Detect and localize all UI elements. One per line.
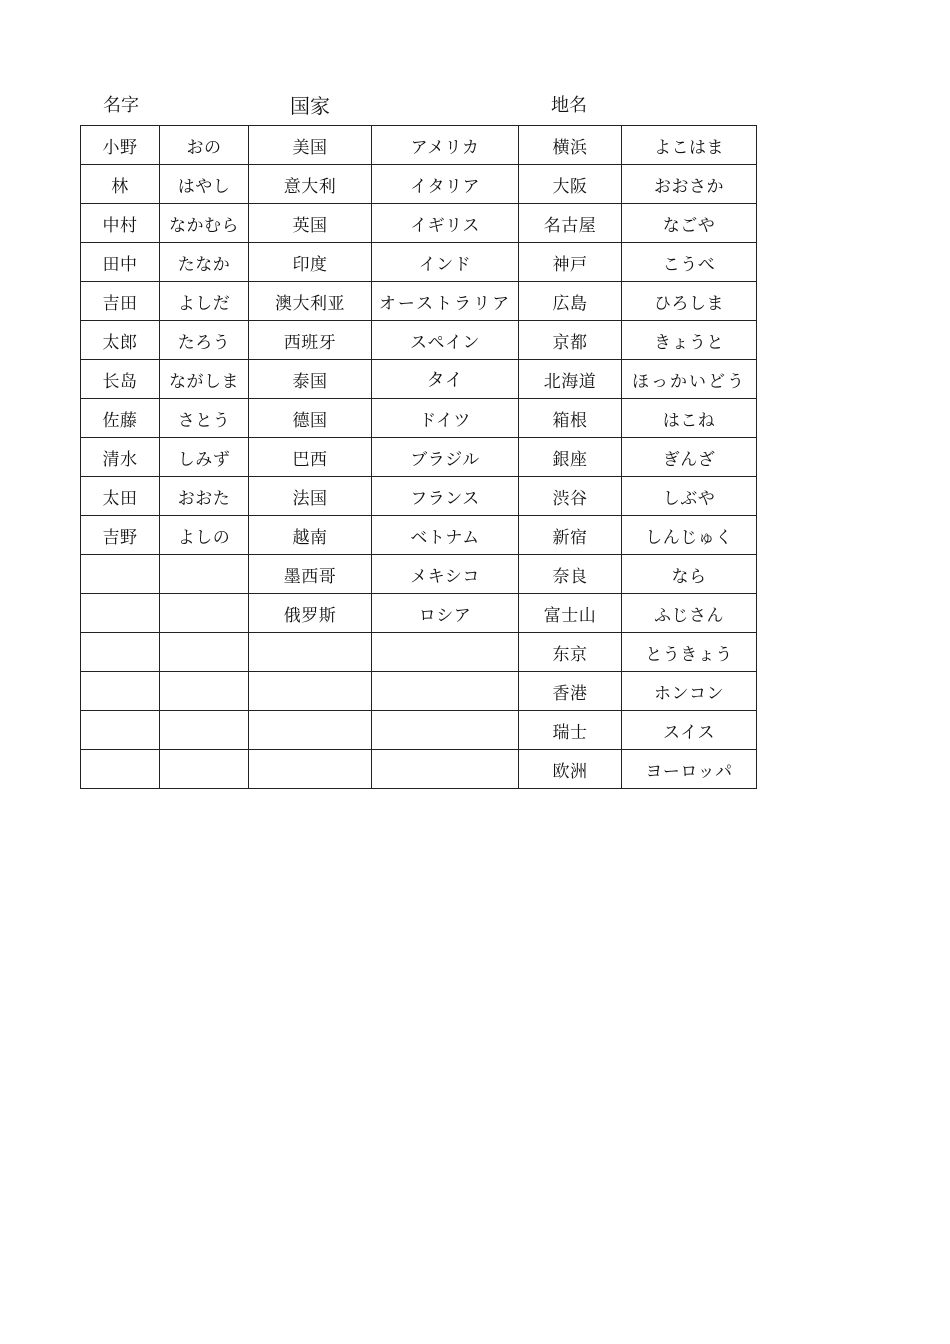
cell-place-kana[interactable]: ぎんざ (622, 438, 757, 477)
table-row (81, 243, 757, 282)
cell-country[interactable]: 泰国 (249, 360, 372, 399)
table-row (81, 633, 757, 672)
cell-name-kana[interactable] (160, 594, 249, 633)
vocabulary-table (80, 125, 757, 789)
cell-country-kana[interactable]: スペイン (372, 321, 519, 360)
cell-country-kana[interactable]: インド (372, 243, 519, 282)
cell-name-kana[interactable] (160, 633, 249, 672)
cell-country-kana[interactable]: イギリス (372, 204, 519, 243)
table-row (81, 438, 757, 477)
cell-place-kana[interactable]: なごや (622, 204, 757, 243)
cell-place[interactable]: 銀座 (519, 438, 622, 477)
cell-name[interactable]: 林 (81, 165, 160, 204)
cell-country-kana[interactable]: メキシコ (372, 555, 519, 594)
cell-name-kana[interactable]: さとう (160, 399, 249, 438)
table-row (81, 555, 757, 594)
cell-country[interactable]: 意大利 (249, 165, 372, 204)
cell-name[interactable]: 田中 (81, 243, 160, 282)
cell-name-kana[interactable] (160, 750, 249, 789)
header-names: 名字 (103, 95, 139, 116)
cell-country[interactable] (249, 711, 372, 750)
cell-name-kana[interactable]: おおた (160, 477, 249, 516)
cell-place-kana[interactable]: こうべ (622, 243, 757, 282)
table-row (81, 282, 757, 321)
cell-country[interactable] (249, 633, 372, 672)
table-row (81, 204, 757, 243)
cell-country-kana[interactable]: フランス (372, 477, 519, 516)
cell-name-kana[interactable]: よしだ (160, 282, 249, 321)
cell-country[interactable] (249, 750, 372, 789)
cell-name[interactable]: 中村 (81, 204, 160, 243)
cell-country[interactable]: 德国 (249, 399, 372, 438)
cell-country[interactable]: 西班牙 (249, 321, 372, 360)
cell-place[interactable]: 北海道 (519, 360, 622, 399)
table-row (81, 750, 757, 789)
table-row (81, 477, 757, 516)
cell-country-kana[interactable]: タイ (372, 360, 519, 399)
cell-place[interactable]: 広島 (519, 282, 622, 321)
cell-name-kana[interactable]: なかむら (160, 204, 249, 243)
cell-place-kana[interactable]: ヨーロッパ (622, 750, 757, 789)
cell-place[interactable]: 渋谷 (519, 477, 622, 516)
cell-place-kana[interactable]: ほっかいどう (622, 360, 757, 399)
cell-name-kana[interactable]: たろう (160, 321, 249, 360)
cell-country-kana[interactable] (372, 633, 519, 672)
table-row (81, 672, 757, 711)
cell-place[interactable]: 大阪 (519, 165, 622, 204)
header-countries: 国家 (290, 94, 330, 118)
cell-country-kana[interactable]: ドイツ (372, 399, 519, 438)
cell-place-kana[interactable]: しぶや (622, 477, 757, 516)
cell-country[interactable]: 巴西 (249, 438, 372, 477)
cell-place-kana[interactable]: きょうと (622, 321, 757, 360)
cell-name-kana[interactable]: たなか (160, 243, 249, 282)
cell-country-kana[interactable] (372, 750, 519, 789)
cell-country[interactable]: 俄罗斯 (249, 594, 372, 633)
cell-name-kana[interactable]: ながしま (160, 360, 249, 399)
cell-name[interactable]: 小野 (81, 126, 160, 165)
cell-place-kana[interactable]: スイス (622, 711, 757, 750)
vocabulary-table-body (81, 126, 757, 789)
cell-place[interactable]: 箱根 (519, 399, 622, 438)
header-places: 地名 (551, 95, 587, 116)
table-row (81, 399, 757, 438)
cell-place[interactable]: 富士山 (519, 594, 622, 633)
cell-name[interactable] (81, 750, 160, 789)
cell-place[interactable]: 新宿 (519, 516, 622, 555)
cell-place-kana[interactable]: はこね (622, 399, 757, 438)
cell-place[interactable]: 欧洲 (519, 750, 622, 789)
cell-country-kana[interactable]: イタリア (372, 165, 519, 204)
cell-country[interactable]: 法国 (249, 477, 372, 516)
table-row (81, 711, 757, 750)
table-row (81, 165, 757, 204)
cell-country-kana[interactable]: ブラジル (372, 438, 519, 477)
cell-place-kana[interactable]: ふじさん (622, 594, 757, 633)
cell-place-kana[interactable]: とうきょう (622, 633, 757, 672)
cell-name[interactable]: 清水 (81, 438, 160, 477)
cell-place[interactable]: 神戸 (519, 243, 622, 282)
cell-name[interactable] (81, 555, 160, 594)
cell-place-kana[interactable]: ホンコン (622, 672, 757, 711)
cell-country-kana[interactable]: オーストラリア (372, 282, 519, 321)
cell-name[interactable]: 吉野 (81, 516, 160, 555)
cell-country[interactable]: 美国 (249, 126, 372, 165)
cell-name[interactable] (81, 594, 160, 633)
cell-country[interactable]: 印度 (249, 243, 372, 282)
cell-place[interactable]: 横浜 (519, 126, 622, 165)
cell-country-kana[interactable]: ロシア (372, 594, 519, 633)
cell-country[interactable]: 越南 (249, 516, 372, 555)
cell-place-kana[interactable]: ひろしま (622, 282, 757, 321)
cell-name[interactable]: 太郎 (81, 321, 160, 360)
cell-name[interactable]: 佐藤 (81, 399, 160, 438)
cell-place-kana[interactable]: よこはま (622, 126, 757, 165)
cell-place[interactable]: 奈良 (519, 555, 622, 594)
cell-name-kana[interactable]: よしの (160, 516, 249, 555)
table-row (81, 321, 757, 360)
cell-name-kana[interactable]: しみず (160, 438, 249, 477)
table-row (81, 516, 757, 555)
cell-country-kana[interactable] (372, 711, 519, 750)
cell-place[interactable]: 京都 (519, 321, 622, 360)
cell-place[interactable]: 香港 (519, 672, 622, 711)
cell-country[interactable]: 墨西哥 (249, 555, 372, 594)
table-row (81, 360, 757, 399)
cell-name[interactable] (81, 633, 160, 672)
table-row (81, 594, 757, 633)
cell-country-kana[interactable]: アメリカ (372, 126, 519, 165)
cell-country[interactable] (249, 672, 372, 711)
table-row (81, 126, 757, 165)
cell-name[interactable]: 长岛 (81, 360, 160, 399)
cell-place-kana[interactable]: なら (622, 555, 757, 594)
cell-name[interactable]: 太田 (81, 477, 160, 516)
cell-name[interactable] (81, 711, 160, 750)
cell-name-kana[interactable] (160, 672, 249, 711)
cell-country[interactable]: 澳大利亚 (249, 282, 372, 321)
cell-name-kana[interactable] (160, 555, 249, 594)
cell-name[interactable] (81, 672, 160, 711)
cell-place-kana[interactable]: おおさか (622, 165, 757, 204)
cell-name[interactable]: 吉田 (81, 282, 160, 321)
cell-place[interactable]: 东京 (519, 633, 622, 672)
cell-place[interactable]: 瑞士 (519, 711, 622, 750)
cell-country[interactable]: 英国 (249, 204, 372, 243)
cell-place-kana[interactable]: しんじゅく (622, 516, 757, 555)
cell-name-kana[interactable] (160, 711, 249, 750)
cell-country-kana[interactable]: ベトナム (372, 516, 519, 555)
cell-place[interactable]: 名古屋 (519, 204, 622, 243)
cell-country-kana[interactable] (372, 672, 519, 711)
cell-name-kana[interactable]: おの (160, 126, 249, 165)
cell-name-kana[interactable]: はやし (160, 165, 249, 204)
